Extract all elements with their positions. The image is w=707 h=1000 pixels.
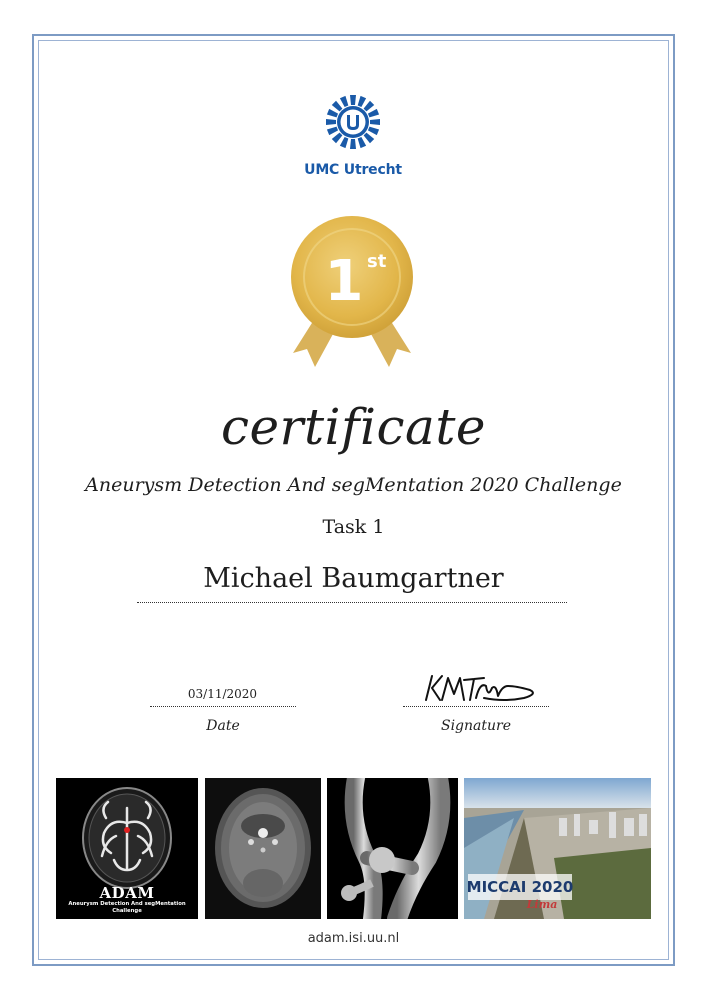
name-underline bbox=[137, 602, 567, 603]
handwritten-signature bbox=[420, 672, 545, 704]
aneurysm-3d-render-image bbox=[327, 778, 458, 919]
certificate-title: certificate bbox=[220, 398, 487, 456]
mri-slice-graphic bbox=[205, 778, 321, 919]
adam-title: ADAM bbox=[99, 884, 155, 902]
micca-logo-text: MICCAI 2020 bbox=[466, 878, 574, 896]
lima-logo-text: Lima bbox=[526, 898, 558, 911]
signature-underline bbox=[403, 706, 549, 707]
vessel-render-graphic bbox=[327, 778, 458, 919]
task-label: Task 1 bbox=[322, 516, 385, 538]
adam-subtitle-line2: Challenge bbox=[112, 908, 142, 914]
medal-rank: 1 bbox=[324, 249, 364, 314]
mri-axial-slice-image bbox=[205, 778, 321, 919]
medal-suffix: st bbox=[367, 251, 387, 272]
umc-sun-icon bbox=[303, 92, 403, 160]
medal-icon bbox=[287, 215, 417, 375]
date-underline bbox=[150, 706, 296, 707]
signature-label: Signature bbox=[440, 718, 511, 734]
adam-brain-angiography-image bbox=[56, 778, 198, 919]
logo-text: UMC Utrecht bbox=[304, 162, 402, 178]
date-label: Date bbox=[206, 718, 240, 734]
first-place-medal bbox=[287, 215, 417, 375]
miccai-lima-coastline-image bbox=[464, 778, 651, 919]
lima-coast-graphic bbox=[464, 778, 651, 919]
adam-subtitle-line1: Aneurysm Detection And segMentation bbox=[68, 901, 186, 907]
date-value: 03/11/2020 bbox=[187, 687, 258, 701]
recipient-name: Michael Baumgartner bbox=[203, 563, 504, 594]
signature-icon bbox=[420, 672, 545, 704]
adam-subtitle bbox=[56, 901, 198, 915]
challenge-url: adam.isi.uu.nl bbox=[307, 931, 400, 946]
challenge-name: Aneurysm Detection And segMentation 2020 Challenge bbox=[85, 474, 622, 496]
umc-utrecht-logo bbox=[303, 92, 403, 192]
